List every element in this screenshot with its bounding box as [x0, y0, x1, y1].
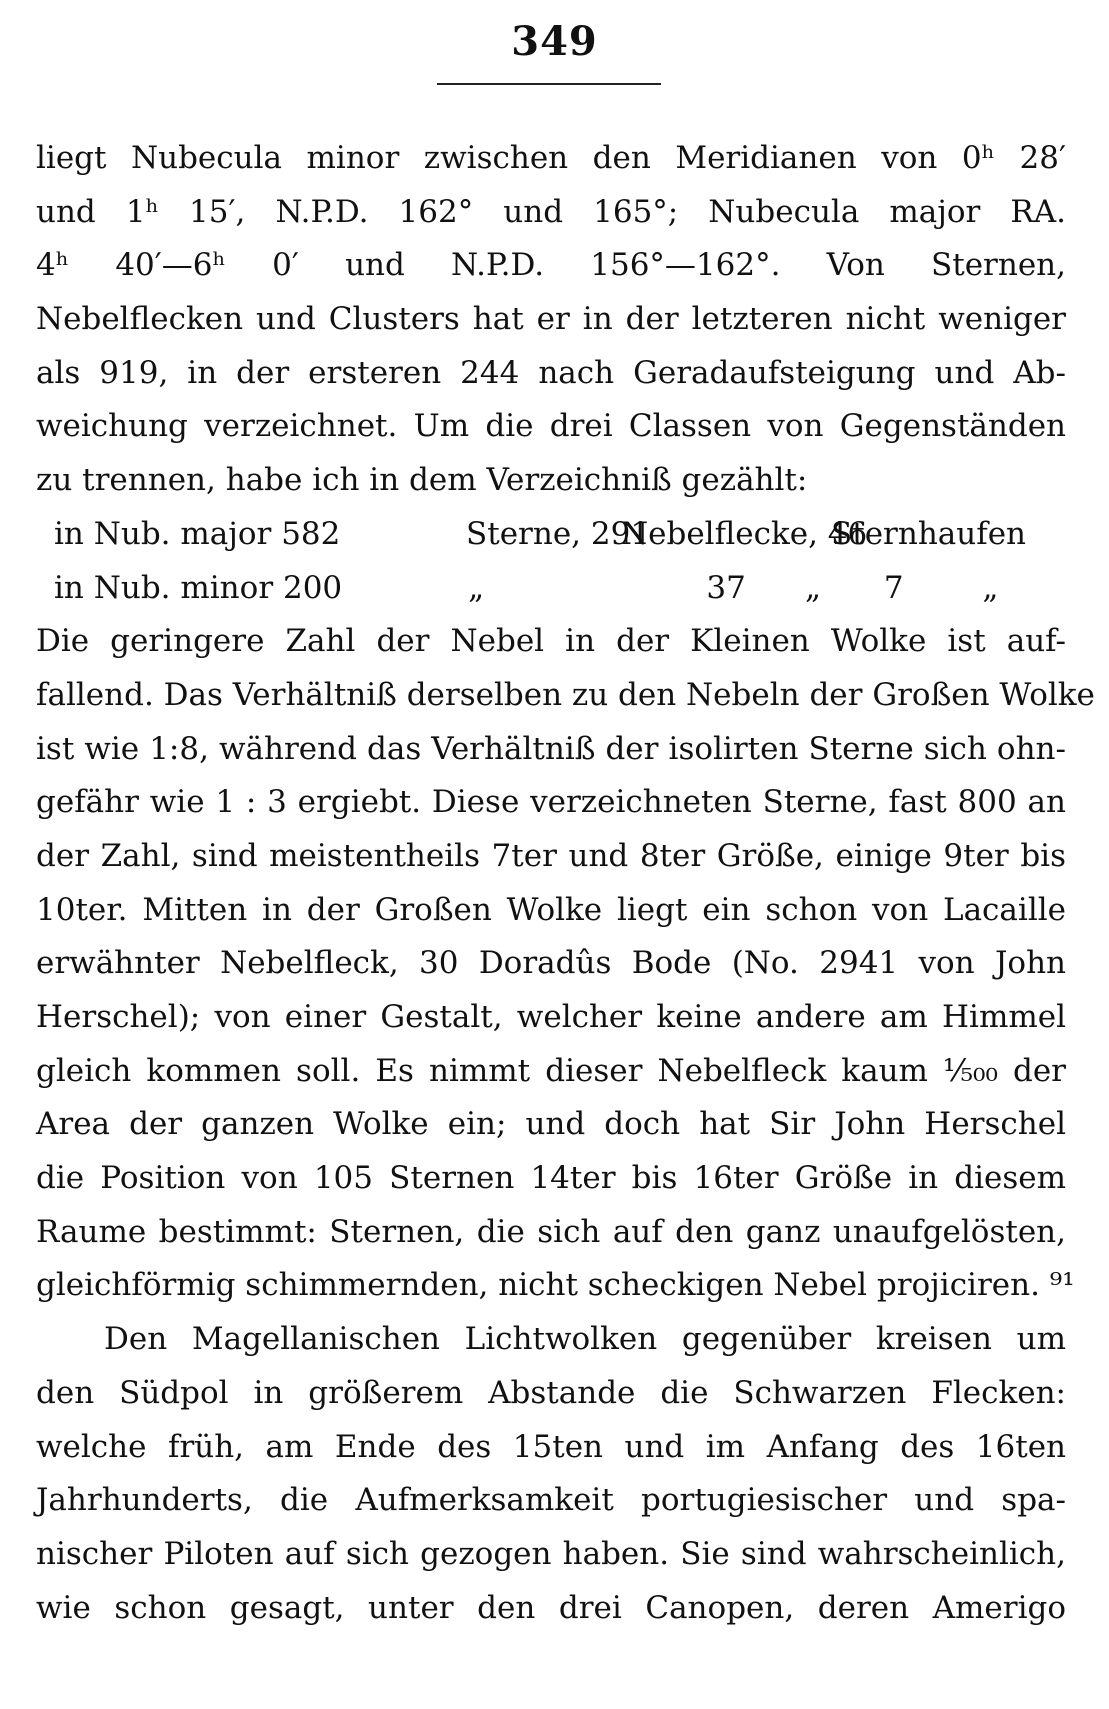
text-line: und 1ʰ 15′, N.P.D. 162° und 165°; Nubecula major RA.	[36, 193, 1066, 230]
text-line: zu trennen, habe ich in dem Verzeichniß gezählt:	[36, 462, 808, 499]
text-line: ist wie 1:8, während das Verhältniß der isolirten Sterne sich ohn-	[36, 730, 1066, 767]
text-line: Nebelflecken und Clusters hat er in der letzteren nicht weniger	[36, 301, 1066, 338]
count-clusters-minor-value: 7	[883, 569, 904, 606]
header-rule	[437, 83, 661, 85]
text-line: liegt Nubecula minor zwischen den Meridianen von 0ʰ 28′	[36, 140, 1066, 176]
text-line: Jahrhunderts, die Aufmerksamkeit portugiesischer und spa-	[36, 1482, 1066, 1519]
text-line: die Position von 105 Sternen 14ter bis 16ter Größe in diesem	[36, 1160, 1066, 1197]
count-stars-major: Sterne, 291	[466, 515, 651, 552]
count-row-minor	[36, 562, 1066, 616]
text-line: der Zahl, sind meistentheils 7ter und 8ter Größe, einige 9ter bis	[36, 837, 1066, 874]
count-row-major	[36, 508, 1066, 562]
text-line: nischer Piloten auf sich gezogen haben. Sie sind wahrscheinlich,	[36, 1535, 1066, 1572]
text-line: als 919, in der ersteren 244 nach Geradaufsteigung und Ab-	[36, 354, 1066, 391]
text-line: Herschel); von einer Gestalt, welcher keine andere am Himmel	[36, 999, 1066, 1035]
text-line: Area der ganzen Wolke ein; und doch hat Sir John Herschel	[36, 1106, 1066, 1143]
text-line: Raume bestimmt: Sternen, die sich auf den ganz unaufgelösten,	[36, 1213, 1066, 1250]
text-line: wie schon gesagt, unter den drei Canopen, deren Amerigo	[36, 1589, 1066, 1626]
count-clusters-minor-ditto: „	[982, 569, 999, 606]
text-line: Die geringere Zahl der Nebel in der Kleinen Wolke ist auf-	[36, 623, 1066, 660]
count-nebulae-minor	[622, 562, 831, 616]
count-nebulae-major: Nebelflecke, 46	[621, 515, 868, 552]
text-line: erwähnter Nebelfleck, 30 Doradûs Bode (No. 2941 von John	[36, 945, 1066, 982]
count-label-minor: in Nub. minor 200	[54, 569, 343, 606]
body-text	[36, 132, 1095, 1635]
paragraph-first-line: Den Magellanischen Lichtwolken gegenüber kreisen um	[104, 1321, 1066, 1358]
text-line: gleich kommen soll. Es nimmt dieser Nebelfleck kaum ¹⁄₅₀₀ der	[36, 1052, 1066, 1089]
text-line: 4ʰ 40′—6ʰ 0′ und N.P.D. 156°—162°. Von Sternen,	[36, 247, 1066, 284]
text-line: den Südpol in größerem Abstande die Schwarzen Flecken:	[36, 1374, 1066, 1411]
text-line: gefähr wie 1 : 3 ergiebt. Diese verzeichneten Sterne, fast 800 an	[36, 784, 1066, 821]
page-number: 349	[511, 18, 598, 65]
text-line: welche früh, am Ende des 15ten und im Anfang des 16ten	[36, 1428, 1066, 1465]
text-line: gleichförmig schimmernden, nicht scheckigen Nebel projiciren. ⁹¹	[36, 1267, 1075, 1304]
text-line: fallend. Das Verhältniß derselben zu den Nebeln der Großen Wolke	[36, 676, 1095, 713]
count-label-major: in Nub. major 582	[54, 515, 341, 552]
count-clusters-major: Sternhaufen	[831, 515, 1027, 552]
count-stars-minor-ditto: „	[468, 569, 485, 606]
text-line: weichung verzeichnet. Um die drei Classen von Gegenständen	[36, 408, 1066, 445]
count-clusters-minor	[832, 562, 1066, 616]
text-line: 10ter. Mitten in der Großen Wolke liegt ein schon von Lacaille	[36, 891, 1066, 928]
count-nebulae-minor-value: 37	[706, 569, 746, 606]
count-nebulae-minor-ditto: „	[805, 569, 822, 606]
